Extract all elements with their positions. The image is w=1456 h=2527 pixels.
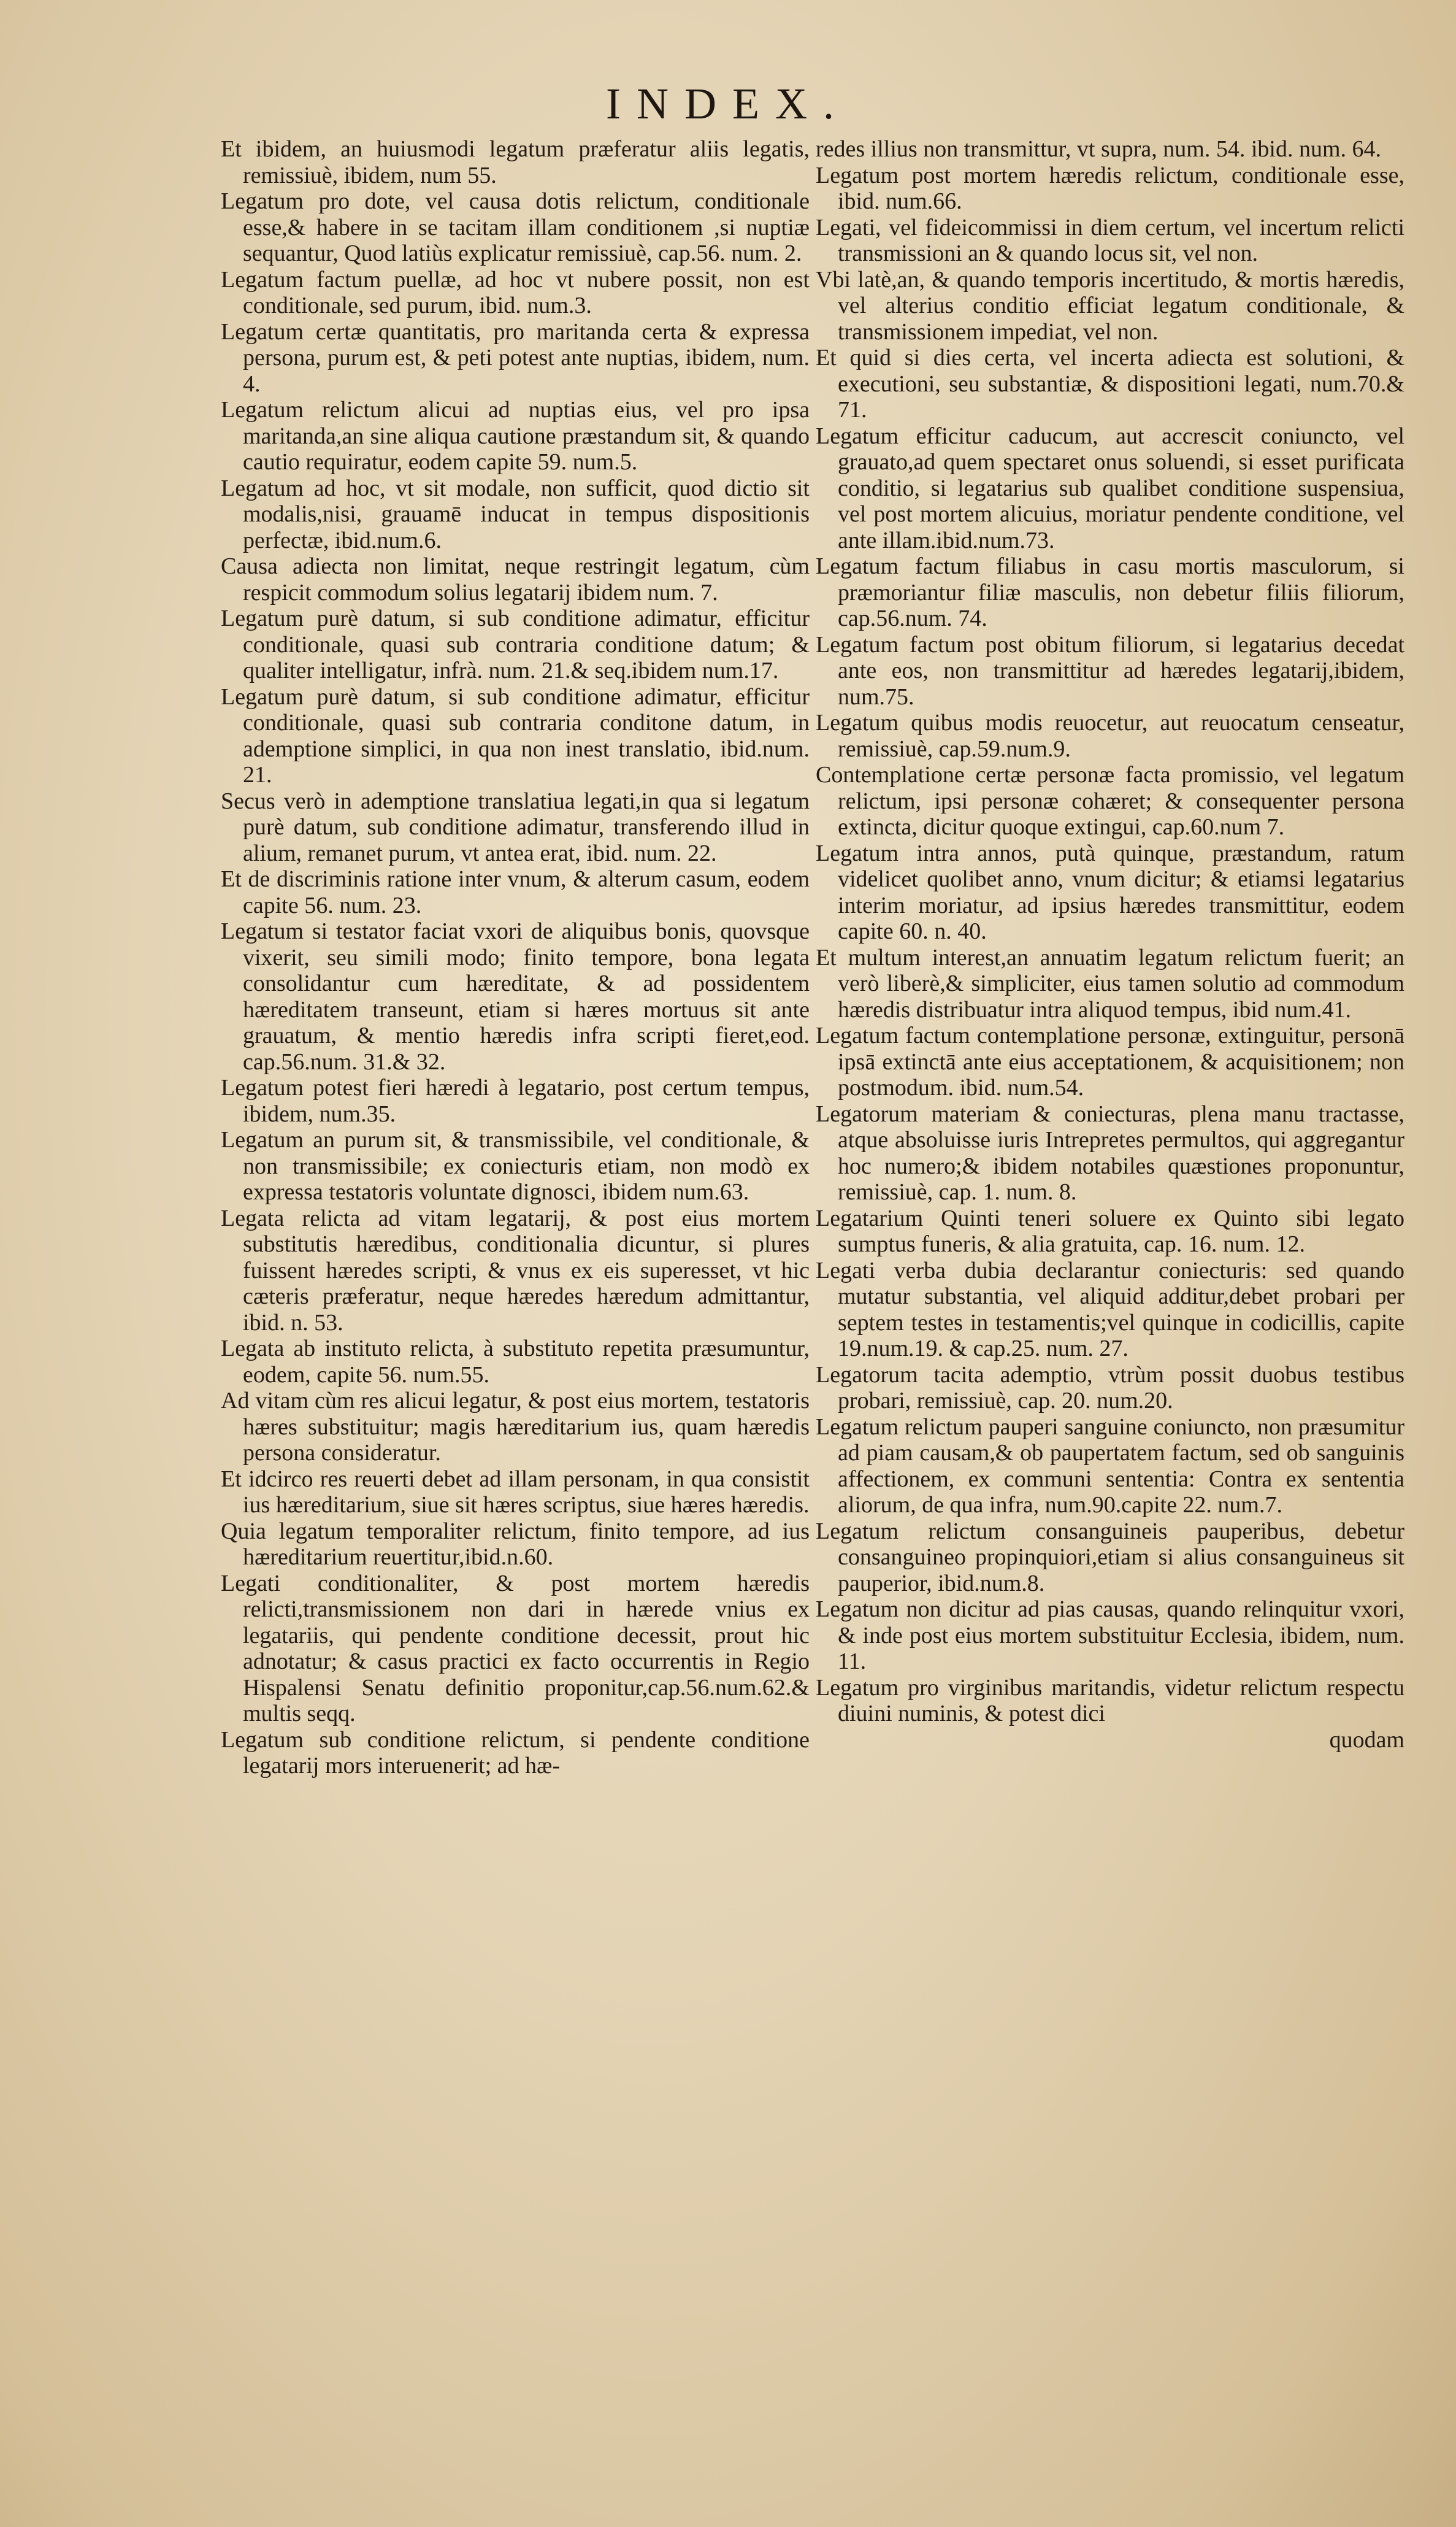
index-entry: Legata relicta ad vitam legatarij, & post eius mortem substitutis hæredibus, conditionalia dicuntur, si plures fuissent hæredes scripti, & vnus ex eis superesset, vt hic cæteris præferatur, neque hæredes hæredum admittantur, ibid. n. 53.: [221, 1205, 810, 1336]
index-entry: Legatum potest fieri hæredi à legatario, post certum tempus, ibidem, num.35.: [221, 1075, 810, 1127]
index-entry: Legatum sub conditione relictum, si pendente conditione legatarij mors interuenerit; ad hæ-: [221, 1726, 810, 1779]
index-entry: Legatum ad hoc, vt sit modale, non sufficit, quod dictio sit modalis,nisi, grauamē inducat in tempus dispositionis perfectæ, ibid.num.6.: [221, 475, 810, 553]
index-entry: redes illius non transmittur, vt supra, num. 54. ibid. num. 64.: [816, 136, 1382, 162]
index-entry: Legatum pro virginibus maritandis, videtur relictum respectu diuini numinis, & potest dici: [816, 1674, 1404, 1726]
left-column: [221, 136, 810, 1779]
index-entry: Legati conditionaliter, & post mortem hæredis relicti,transmissionem non dari in hærede vnius ex legatariis, qui pendente conditione decessit, prout hic adnotatur; & casus practici ex facto occurrentis in Regio Hispalensi Senatu definitio proponitur,cap.56.num.62.& multis seqq.: [221, 1570, 810, 1726]
index-entry: Legati, vel fideicommissi in diem certum, vel incertum relicti transmissioni an & quando locus sit, vel non.: [816, 214, 1404, 266]
index-entry: Causa adiecta non limitat, neque restringit legatum, cùm respicit commodum solius legatarij ibidem num. 7.: [221, 553, 810, 606]
index-entry: Legatum factum filiabus in casu mortis masculorum, si præmoriantur filiæ masculis, non debetur filiis filiorum, cap.56.num. 74.: [816, 553, 1404, 631]
index-entry: Et multum interest,an annuatim legatum relictum fuerit; an verò liberè,& simpliciter, eius tamen solutio ad commodum hæredis distribuatur intra aliquod tempus, ibid num.41.: [816, 944, 1404, 1023]
right-column: [816, 136, 1404, 1753]
index-entry: Legatum intra annos, putà quinque, præstandum, ratum videlicet quolibet anno, vnum dicitur; & etiamsi legatarius interim moriatur, ad ipsius hæredes transmittitur, eodem capite 60. n. 40.: [816, 840, 1404, 944]
index-entry: Contemplatione certæ personæ facta promissio, vel legatum relictum, ipsi personæ cohæret; & consequenter persona extincta, dicitur quoque extingui, cap.60.num 7.: [816, 762, 1404, 840]
index-entry: Legatum an purum sit, & transmissibile, vel conditionale, & non transmissibile; ex coniecturis etiam, non modò ex expressa testatoris voluntate dignosci, ibidem num.63.: [221, 1127, 810, 1205]
index-entry: Legatum pro dote, vel causa dotis relictum, conditionale esse,& habere in se tacitam illam conditionem ,si nuptiæ sequantur, Quod latiùs explicatur remissiuè, cap.56. num. 2.: [221, 188, 810, 266]
index-entry: Ad vitam cùm res alicui legatur, & post eius mortem, testatoris hæres substituitur; magis hæreditarium ius, quam hæredis persona consideratur.: [221, 1388, 810, 1466]
index-entry: Legatum factum contemplatione personæ, extinguitur, personā ipsā extinctā ante eius acceptationem, & acquisitionem; non postmodum. ibid. num.54.: [816, 1023, 1404, 1101]
index-entry: Legatum post mortem hæredis relictum, conditionale esse, ibid. num.66.: [816, 162, 1404, 214]
page-title: INDEX.: [606, 79, 850, 128]
index-entry: Quia legatum temporaliter relictum, finito tempore, ad ius hæreditarium reuertitur,ibid.n.60.: [221, 1518, 810, 1570]
index-entry: Legatorum tacita ademptio, vtrùm possit duobus testibus probari, remissiuè, cap. 20. num.20.: [816, 1361, 1404, 1414]
index-entry: Legatum relictum alicui ad nuptias eius, vel pro ipsa maritanda,an sine aliqua cautione præstandum sit, & quando cautio requiratur, eodem capite 59. num.5.: [221, 397, 810, 475]
index-entry: Legata ab instituto relicta, à substituto repetita præsumuntur, eodem, capite 56. num.55.: [221, 1336, 810, 1388]
index-entry: Legatum certæ quantitatis, pro maritanda certa & expressa persona, purum est, & peti potest ante nuptias, ibidem, num. 4.: [221, 318, 810, 397]
catchword: quodam: [1329, 1726, 1404, 1753]
index-entry: Et idcirco res reuerti debet ad illam personam, in qua consistit ius hæreditarium, siue sit hæres scriptus, siue hæres hæredis.: [221, 1466, 810, 1518]
index-entry: Vbi latè,an, & quando temporis incertitudo, & mortis hæredis, vel alterius conditio efficiat legatum conditionale, & transmissionem impediat, vel non.: [816, 266, 1404, 345]
index-entry: Legatum factum post obitum filiorum, si legatarius decedat ante eos, non transmittitur ad hæredes legatarij,ibidem, num.75.: [816, 631, 1404, 710]
index-entry: Legatum factum puellæ, ad hoc vt nubere possit, non est conditionale, sed purum, ibid. num.3.: [221, 266, 810, 318]
index-entry: Legatum relictum consanguineis pauperibus, debetur consanguineo propinquiori,etiam si alius consanguineus sit pauperior, ibid.num.8.: [816, 1518, 1404, 1596]
index-entry: Legati verba dubia declarantur coniecturis: sed quando mutatur substantia, vel aliquid additur,debet probari per septem testes in testamentis;vel quinque in codicillis, capite 19.num.19. & cap.25. num. 27.: [816, 1257, 1404, 1361]
index-entry: Legatum non dicitur ad pias causas, quando relinquitur vxori, & inde post eius mortem substituitur Ecclesia, ibidem, num. 11.: [816, 1596, 1404, 1674]
index-entry: Legatum relictum pauperi sanguine coniuncto, non præsumitur ad piam causam,& ob paupertatem factum, sed ob sanguinis affectionem, ex communi sententia: Contra ex sententia aliorum, de qua infra, num.90.capite 22. num.7.: [816, 1414, 1404, 1518]
index-entry: Et quid si dies certa, vel incerta adiecta est solutioni, & executioni, seu substantiæ, & dispositioni legati, num.70.& 71.: [816, 345, 1404, 423]
index-entry: Et ibidem, an huiusmodi legatum præferatur aliis legatis, remissiuè, ibidem, num 55.: [221, 136, 810, 188]
index-entry: Legatum quibus modis reuocetur, aut reuocatum censeatur, remissiuè, cap.59.num.9.: [816, 710, 1404, 762]
index-entry: Secus verò in ademptione translatiua legati,in qua si legatum purè datum, sub conditione adimatur, transferendo illud in alium, remanet purum, vt antea erat, ibid. num. 22.: [221, 788, 810, 866]
index-entry: Legatorum materiam & coniecturas, plena manu tractasse, atque absoluisse iuris Intrepretes permultos, qui aggregantur hoc numero;& ibidem notabiles quæstiones proponuntur, remissiuè, cap. 1. num. 8.: [816, 1101, 1404, 1205]
index-entry: Legatum purè datum, si sub conditione adimatur, efficitur conditionale, quasi sub contraria conditione datum; & qualiter intelligatur, infrà. num. 21.& seq.ibidem num.17.: [221, 606, 810, 683]
index-entry: Legatum purè datum, si sub conditione adimatur, efficitur conditionale, quasi sub contraria conditone datum, in ademptione simplici, in qua non inest translatio, ibid.num. 21.: [221, 683, 810, 788]
index-entry: Et de discriminis ratione inter vnum, & alterum casum, eodem capite 56. num. 23.: [221, 866, 810, 918]
index-entry: Legatum si testator faciat vxori de aliquibus bonis, quovsque vixerit, seu simili modo; finito tempore, bona legata consolidantur cum hæreditate, & ad possidentem hæreditatem transeunt, etiam si hæres mortuus sit ante grauatum, & mentio hæredis infra scripti fieret,eod. cap.56.num. 31.& 32.: [221, 918, 810, 1075]
index-entry: Legatum efficitur caducum, aut accrescit coniuncto, vel grauato,ad quem spectaret onus soluendi, si esset purificata conditio, si legatarius sub qualibet conditione suspensiua, vel post mortem alicuius, moriatur pendente conditione, vel ante illam.ibid.num.73.: [816, 423, 1404, 553]
index-entry: Legatarium Quinti teneri soluere ex Quinto sibi legato sumptus funeris, & alia gratuita, cap. 16. num. 12.: [816, 1205, 1404, 1257]
